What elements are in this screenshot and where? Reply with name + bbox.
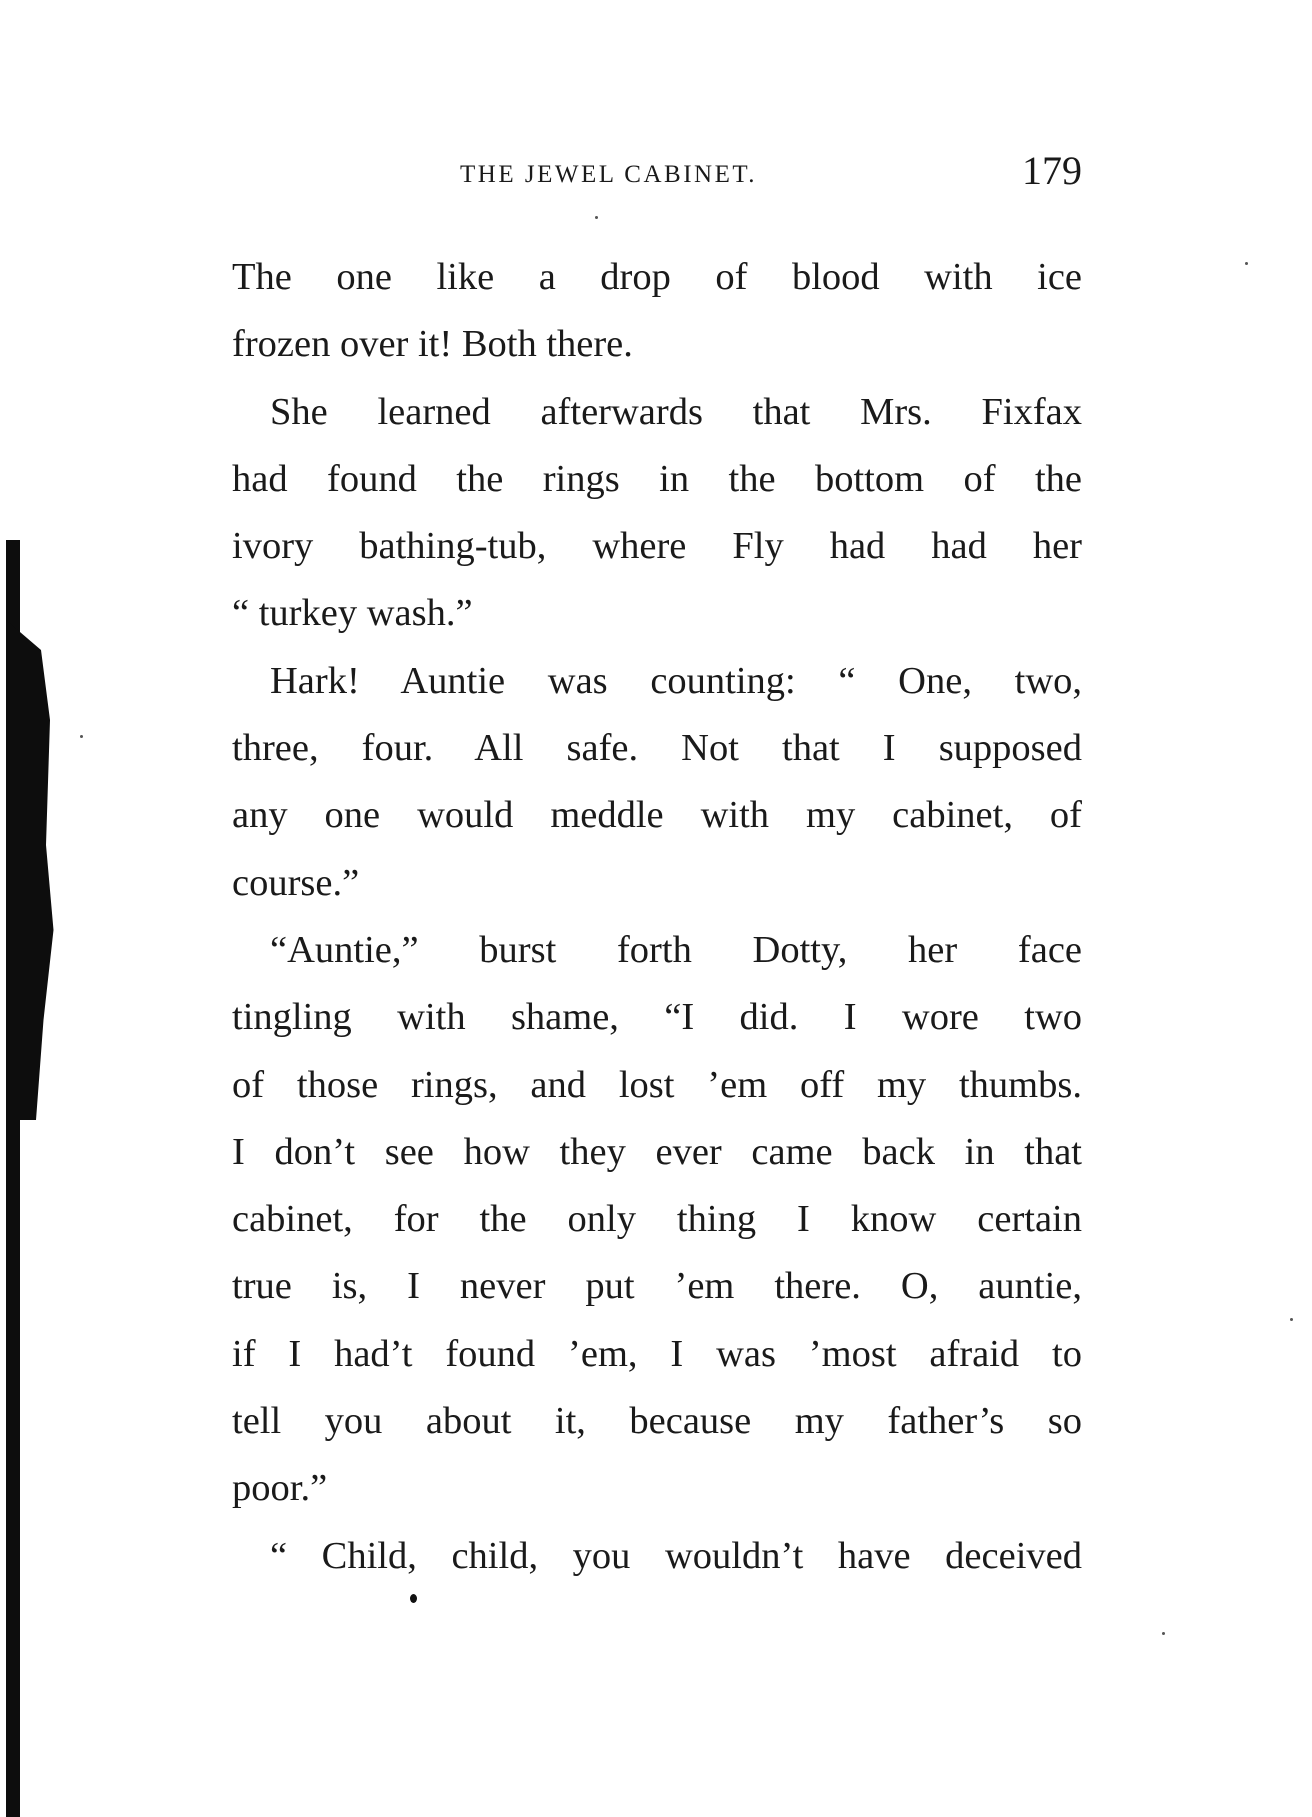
text-line: “Auntie,” burst forth Dotty, her face (270, 928, 1082, 971)
ink-blot (410, 1594, 417, 1603)
binding-shadow (6, 620, 56, 1120)
paper-speck (1245, 262, 1248, 265)
text-line: any one would meddle with my cabinet, of (232, 794, 1082, 837)
page-number: 179 (1022, 148, 1082, 193)
text-line: cabinet, for the only thing I know certain (232, 1198, 1082, 1241)
text-line: of those rings, and lost ’em off my thumbs. (232, 1063, 1082, 1106)
paper-speck (1162, 1632, 1165, 1635)
text-line: three, four. All safe. Not that I supposed (232, 727, 1082, 770)
text-line: if I had’t found ’em, I was ’most afraid to (232, 1332, 1082, 1375)
body-text (232, 244, 1082, 1590)
text-line: tell you about it, because my father’s so (232, 1400, 1082, 1443)
text-line: tingling with shame, “I did. I wore two (232, 996, 1082, 1039)
paper-speck (1290, 1318, 1293, 1321)
text-line: Hark! Auntie was counting: “ One, two, (270, 659, 1082, 702)
paper-speck (80, 735, 83, 738)
text-line: She learned afterwards that Mrs. Fixfax (270, 390, 1082, 433)
text-line: ivory bathing-tub, where Fly had had her (232, 525, 1082, 568)
text-line: I don’t see how they ever came back in that (232, 1130, 1082, 1173)
text-line: “ turkey wash.” (232, 592, 473, 635)
text-line: true is, I never put ’em there. O, auntie, (232, 1265, 1082, 1308)
running-title: THE JEWEL CABINET. (460, 161, 758, 188)
text-line: poor.” (232, 1467, 328, 1510)
text-line: “ Child, child, you wouldn’t have deceived (270, 1534, 1082, 1577)
text-line: had found the rings in the bottom of the (232, 457, 1082, 500)
running-head (232, 150, 1082, 200)
paper-speck (595, 216, 598, 219)
text-line: frozen over it! Both there. (232, 323, 633, 366)
text-line: The one like a drop of blood with ice (232, 256, 1082, 298)
text-line: course.” (232, 861, 360, 904)
